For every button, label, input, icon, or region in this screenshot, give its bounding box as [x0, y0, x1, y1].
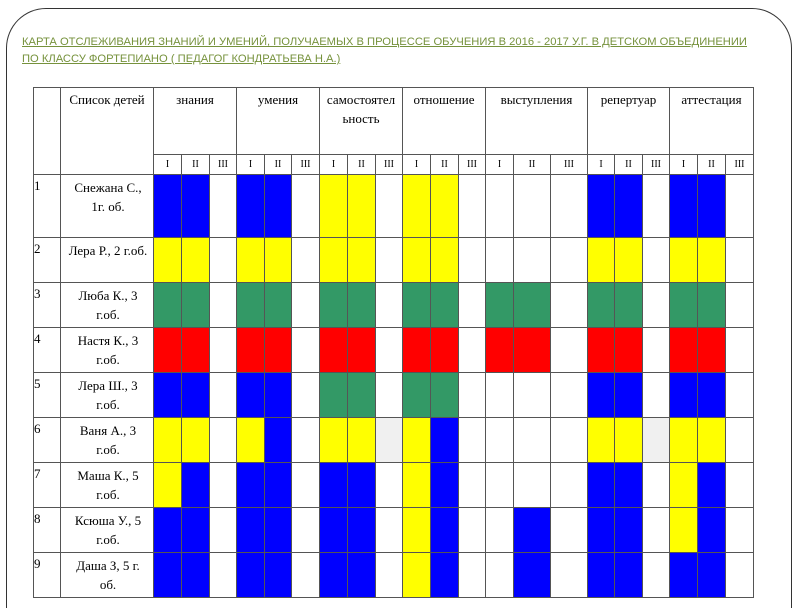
assessment-cell	[210, 238, 237, 283]
assessment-cell	[237, 328, 265, 373]
assessment-cell	[431, 238, 459, 283]
student-name: Настя К., 3 г.об.	[61, 328, 154, 373]
student-name: Даша З, 5 г. об.	[61, 553, 154, 598]
assessment-cell	[348, 508, 376, 553]
assessment-cell	[726, 463, 754, 508]
assessment-cell	[431, 328, 459, 373]
assessment-cell	[551, 328, 588, 373]
assessment-cell	[292, 463, 320, 508]
assessment-cell	[265, 418, 292, 463]
assessment-cell	[182, 283, 210, 328]
assessment-cell	[431, 175, 459, 238]
assessment-cell	[182, 508, 210, 553]
assessment-cell	[486, 283, 514, 328]
assessment-cell	[431, 553, 459, 598]
assessment-cell	[514, 283, 551, 328]
assessment-cell	[403, 283, 431, 328]
assessment-cell	[615, 283, 643, 328]
assessment-cell	[265, 283, 292, 328]
assessment-cell	[670, 238, 698, 283]
assessment-cell	[551, 418, 588, 463]
period-header: I	[403, 155, 431, 175]
assessment-cell	[154, 463, 182, 508]
assessment-cell	[403, 373, 431, 418]
assessment-cell	[265, 238, 292, 283]
assessment-cell	[459, 553, 486, 598]
assessment-cell	[514, 553, 551, 598]
assessment-cell	[698, 418, 726, 463]
assessment-cell	[486, 373, 514, 418]
category-header: умения	[237, 88, 320, 155]
assessment-cell	[588, 328, 615, 373]
assessment-cell	[615, 175, 643, 238]
assessment-cell	[643, 175, 670, 238]
row-number: 2	[34, 238, 61, 283]
row-number: 5	[34, 373, 61, 418]
assessment-cell	[698, 283, 726, 328]
assessment-cell	[459, 508, 486, 553]
assessment-cell	[615, 508, 643, 553]
assessment-cell	[643, 553, 670, 598]
assessment-cell	[320, 328, 348, 373]
student-name: Маша К., 5 г.об.	[61, 463, 154, 508]
assessment-cell	[348, 328, 376, 373]
assessment-cell	[698, 328, 726, 373]
assessment-cell	[265, 328, 292, 373]
assessment-cell	[210, 175, 237, 238]
assessment-cell	[551, 508, 588, 553]
table-row	[34, 238, 754, 283]
assessment-cell	[376, 553, 403, 598]
period-header: III	[551, 155, 588, 175]
assessment-cell	[154, 373, 182, 418]
assessment-cell	[486, 508, 514, 553]
category-header: выступления	[486, 88, 588, 155]
period-header: II	[348, 155, 376, 175]
assessment-cell	[459, 283, 486, 328]
assessment-cell	[698, 175, 726, 238]
row-number: 8	[34, 508, 61, 553]
assessment-cell	[514, 418, 551, 463]
assessment-cell	[237, 373, 265, 418]
assessment-cell	[237, 553, 265, 598]
assessment-cell	[154, 283, 182, 328]
period-header: III	[292, 155, 320, 175]
assessment-cell	[698, 238, 726, 283]
assessment-cell	[237, 283, 265, 328]
assessment-cell	[459, 175, 486, 238]
assessment-cell	[615, 418, 643, 463]
period-header: III	[210, 155, 237, 175]
assessment-cell	[237, 175, 265, 238]
assessment-cell	[431, 373, 459, 418]
assessment-cell	[615, 373, 643, 418]
assessment-cell	[588, 238, 615, 283]
assessment-cell	[670, 283, 698, 328]
assessment-cell	[320, 373, 348, 418]
category-header: знания	[154, 88, 237, 155]
assessment-cell	[182, 373, 210, 418]
assessment-cell	[403, 328, 431, 373]
category-header: репертуар	[588, 88, 670, 155]
assessment-cell	[514, 328, 551, 373]
assessment-cell	[514, 508, 551, 553]
assessment-cell	[643, 463, 670, 508]
assessment-cell	[376, 373, 403, 418]
student-name: Ваня А., 3 г.об.	[61, 418, 154, 463]
assessment-cell	[588, 463, 615, 508]
assessment-cell	[320, 463, 348, 508]
number-header	[34, 88, 61, 175]
assessment-cell	[615, 553, 643, 598]
category-header: аттестация	[670, 88, 754, 155]
assessment-cell	[670, 328, 698, 373]
assessment-cell	[486, 418, 514, 463]
assessment-cell	[154, 508, 182, 553]
assessment-cell	[348, 373, 376, 418]
table-row	[34, 418, 754, 463]
assessment-cell	[376, 508, 403, 553]
assessment-cell	[486, 238, 514, 283]
assessment-cell	[698, 508, 726, 553]
assessment-cell	[210, 283, 237, 328]
assessment-cell	[348, 238, 376, 283]
assessment-cell	[210, 508, 237, 553]
assessment-cell	[292, 418, 320, 463]
assessment-cell	[182, 238, 210, 283]
assessment-cell	[154, 553, 182, 598]
assessment-cell	[210, 418, 237, 463]
assessment-cell	[459, 373, 486, 418]
assessment-cell	[154, 175, 182, 238]
assessment-cell	[265, 373, 292, 418]
student-name: Снежана С., 1г. об.	[61, 175, 154, 238]
assessment-cell	[643, 508, 670, 553]
assessment-cell	[292, 283, 320, 328]
assessment-cell	[588, 418, 615, 463]
assessment-cell	[670, 553, 698, 598]
assessment-cell	[726, 373, 754, 418]
assessment-cell	[182, 553, 210, 598]
assessment-cell	[588, 283, 615, 328]
assessment-cell	[376, 328, 403, 373]
period-header: I	[486, 155, 514, 175]
row-number: 6	[34, 418, 61, 463]
assessment-cell	[431, 418, 459, 463]
assessment-cell	[486, 553, 514, 598]
assessment-cell	[643, 373, 670, 418]
assessment-cell	[588, 175, 615, 238]
period-header: III	[376, 155, 403, 175]
assessment-cell	[615, 463, 643, 508]
assessment-cell	[403, 508, 431, 553]
assessment-cell	[237, 463, 265, 508]
period-header: II	[265, 155, 292, 175]
assessment-cell	[670, 463, 698, 508]
assessment-cell	[376, 283, 403, 328]
period-header: I	[670, 155, 698, 175]
assessment-cell	[348, 175, 376, 238]
name-header: Список детей	[61, 88, 154, 175]
period-header: III	[459, 155, 486, 175]
assessment-cell	[670, 175, 698, 238]
assessment-cell	[320, 418, 348, 463]
assessment-cell	[431, 508, 459, 553]
assessment-cell	[726, 508, 754, 553]
period-header: III	[726, 155, 754, 175]
assessment-cell	[237, 238, 265, 283]
period-header: I	[588, 155, 615, 175]
assessment-cell	[459, 463, 486, 508]
row-number: 1	[34, 175, 61, 238]
assessment-cell	[726, 283, 754, 328]
progress-table	[33, 87, 754, 598]
table-row	[34, 373, 754, 418]
assessment-cell	[182, 418, 210, 463]
category-header: отношение	[403, 88, 486, 155]
period-header: I	[320, 155, 348, 175]
assessment-cell	[514, 238, 551, 283]
assessment-cell	[588, 373, 615, 418]
period-header: II	[431, 155, 459, 175]
assessment-cell	[615, 238, 643, 283]
assessment-cell	[320, 553, 348, 598]
assessment-cell	[726, 238, 754, 283]
period-header: II	[698, 155, 726, 175]
period-header: I	[237, 155, 265, 175]
assessment-cell	[643, 328, 670, 373]
assessment-cell	[726, 418, 754, 463]
assessment-cell	[292, 175, 320, 238]
assessment-cell	[348, 283, 376, 328]
assessment-cell	[670, 508, 698, 553]
assessment-cell	[726, 175, 754, 238]
assessment-cell	[320, 175, 348, 238]
assessment-cell	[403, 238, 431, 283]
assessment-cell	[551, 238, 588, 283]
assessment-cell	[588, 553, 615, 598]
period-header: III	[643, 155, 670, 175]
assessment-cell	[182, 175, 210, 238]
assessment-cell	[670, 373, 698, 418]
assessment-cell	[643, 418, 670, 463]
table-row	[34, 283, 754, 328]
row-number: 7	[34, 463, 61, 508]
assessment-cell	[265, 463, 292, 508]
assessment-cell	[403, 418, 431, 463]
assessment-cell	[588, 508, 615, 553]
slide-title: КАРТА ОТСЛЕЖИВАНИЯ ЗНАНИЙ И УМЕНИЙ, ПОЛУЧАЕМЫХ В ПРОЦЕССЕ ОБУЧЕНИЯ В 2016 - 2017 У.Г. В ДЕТСКОМ ОБЪЕДИНЕНИИ ПО КЛАССУ ФОРТЕПИАНО ( ПЕДАГОГ КОНДРАТЬЕВА Н.А.)	[22, 36, 747, 65]
assessment-cell	[431, 283, 459, 328]
assessment-cell	[403, 463, 431, 508]
assessment-cell	[320, 238, 348, 283]
assessment-cell	[154, 238, 182, 283]
assessment-cell	[210, 328, 237, 373]
row-number: 4	[34, 328, 61, 373]
assessment-cell	[237, 508, 265, 553]
assessment-cell	[459, 418, 486, 463]
assessment-cell	[154, 418, 182, 463]
table-row	[34, 463, 754, 508]
table-row	[34, 175, 754, 238]
assessment-cell	[514, 373, 551, 418]
assessment-cell	[348, 463, 376, 508]
assessment-cell	[210, 463, 237, 508]
student-name: Ксюша У., 5 г.об.	[61, 508, 154, 553]
assessment-cell	[486, 175, 514, 238]
period-header: II	[615, 155, 643, 175]
assessment-cell	[154, 328, 182, 373]
table-row	[34, 328, 754, 373]
assessment-cell	[403, 553, 431, 598]
assessment-cell	[514, 175, 551, 238]
assessment-cell	[292, 328, 320, 373]
student-name: Люба К., 3 г.об.	[61, 283, 154, 328]
assessment-cell	[670, 418, 698, 463]
assessment-cell	[320, 283, 348, 328]
assessment-cell	[265, 175, 292, 238]
student-name: Лера Р., 2 г.об.	[61, 238, 154, 283]
assessment-cell	[182, 463, 210, 508]
assessment-cell	[292, 373, 320, 418]
assessment-cell	[292, 553, 320, 598]
row-number: 3	[34, 283, 61, 328]
assessment-cell	[486, 463, 514, 508]
assessment-cell	[551, 175, 588, 238]
assessment-cell	[459, 238, 486, 283]
assessment-cell	[376, 418, 403, 463]
assessment-cell	[320, 508, 348, 553]
assessment-cell	[265, 508, 292, 553]
row-number: 9	[34, 553, 61, 598]
assessment-cell	[182, 328, 210, 373]
assessment-cell	[348, 553, 376, 598]
assessment-cell	[698, 373, 726, 418]
assessment-cell	[431, 463, 459, 508]
assessment-cell	[615, 328, 643, 373]
assessment-cell	[459, 328, 486, 373]
assessment-cell	[698, 463, 726, 508]
assessment-cell	[698, 553, 726, 598]
assessment-cell	[376, 238, 403, 283]
assessment-cell	[726, 553, 754, 598]
assessment-cell	[376, 463, 403, 508]
assessment-cell	[237, 418, 265, 463]
category-header: самостоятельность	[320, 88, 403, 155]
assessment-cell	[551, 283, 588, 328]
assessment-cell	[726, 328, 754, 373]
period-header: II	[182, 155, 210, 175]
assessment-cell	[265, 553, 292, 598]
assessment-cell	[551, 373, 588, 418]
period-header: I	[154, 155, 182, 175]
assessment-cell	[210, 373, 237, 418]
assessment-cell	[292, 508, 320, 553]
assessment-cell	[514, 463, 551, 508]
assessment-cell	[643, 283, 670, 328]
assessment-cell	[486, 328, 514, 373]
period-header: II	[514, 155, 551, 175]
assessment-cell	[376, 175, 403, 238]
assessment-cell	[551, 463, 588, 508]
assessment-cell	[348, 418, 376, 463]
assessment-cell	[551, 553, 588, 598]
assessment-cell	[292, 238, 320, 283]
assessment-cell	[403, 175, 431, 238]
student-name: Лера Ш., 3 г.об.	[61, 373, 154, 418]
assessment-cell	[643, 238, 670, 283]
table-row	[34, 508, 754, 553]
table-row	[34, 553, 754, 598]
assessment-cell	[210, 553, 237, 598]
